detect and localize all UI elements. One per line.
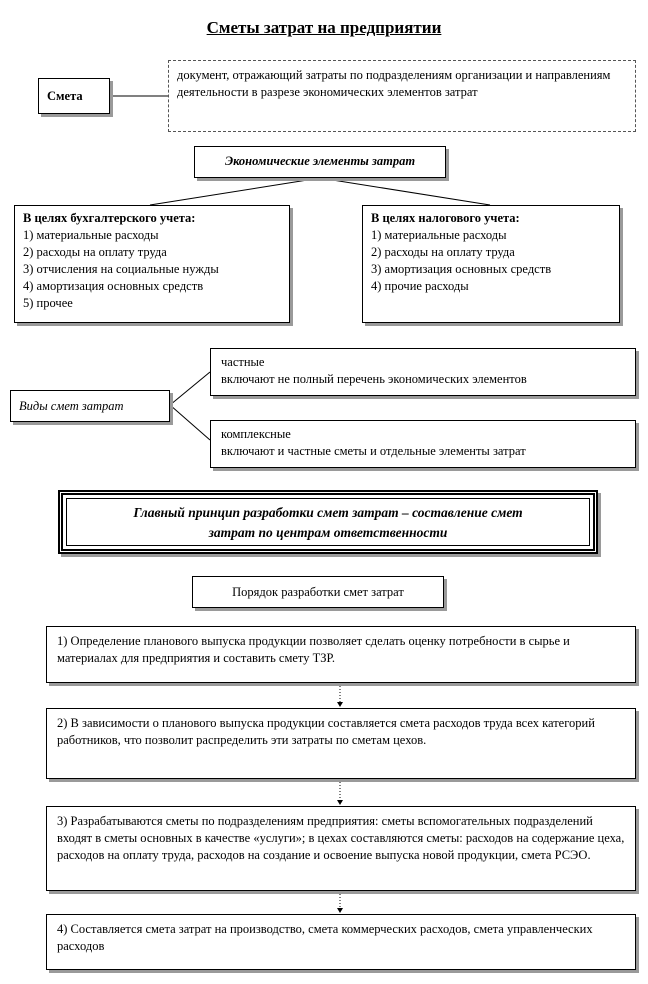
step-text: 1) Определение планового выпуска продукции позволяет сделать оценку потребности в сырье и материалах для предприятия и составить смету ТЗР. <box>57 634 570 665</box>
elements-heading: Экономические элементы затрат <box>224 154 416 168</box>
definition-box <box>168 60 636 132</box>
procedure-heading-box <box>192 576 444 608</box>
procedure-step-3 <box>46 806 636 891</box>
type-complex-name: комплексные <box>221 427 291 441</box>
types-label: Виды смет затрат <box>19 399 124 413</box>
procedure-heading: Порядок разработки смет затрат <box>232 585 404 599</box>
types-label-box <box>10 390 170 422</box>
list-item: 1) материальные расходы <box>23 228 159 242</box>
step-text: 2) В зависимости о планового выпуска продукции составляется смета расходов труда всех категорий работников, что позволит распределить эти затраты по сметам цехов. <box>57 716 595 747</box>
page-title: Сметы затрат на предприятии <box>206 18 442 37</box>
list-item: 2) расходы на оплату труда <box>23 245 167 259</box>
type-partial-box <box>210 348 636 396</box>
list-item: 2) расходы на оплату труда <box>371 245 515 259</box>
type-partial-name: частные <box>221 355 265 369</box>
list-item: 1) материальные расходы <box>371 228 507 242</box>
list-item: 5) прочее <box>23 296 73 310</box>
list-item: 4) амортизация основных средств <box>23 279 204 293</box>
elements-heading-box <box>194 146 446 178</box>
list-item: 4) прочие расходы <box>371 279 469 293</box>
procedure-step-4 <box>46 914 636 970</box>
principle-box <box>58 490 598 554</box>
list-item: 3) отчисления на социальные нужды <box>23 262 219 276</box>
accounting-box <box>14 205 290 323</box>
tax-box <box>362 205 620 323</box>
term-label: Смета <box>47 89 83 103</box>
principle-line-2: затрат по центрам ответственности <box>208 525 448 540</box>
principle-line-1: Главный принцип разработки смет затрат – составление смет <box>133 505 523 520</box>
procedure-step-1 <box>46 626 636 683</box>
procedure-step-2 <box>46 708 636 779</box>
tax-title: В целях налогового учета: <box>371 211 520 225</box>
list-item: 3) амортизация основных средств <box>371 262 552 276</box>
step-text: 3) Разрабатываются сметы по подразделениям предприятия: сметы вспомогательных подразделений входят в сметы основных в качестве «услуги»; в цехах составляются сметы: расходов на содержание цеха, расходов на оплату труда, расходов на создание и освоение выпуска новой продукции, смета РСЭО. <box>57 814 625 862</box>
type-partial-desc: включают не полный перечень экономических элементов <box>221 372 527 386</box>
type-complex-box <box>210 420 636 468</box>
accounting-title: В целях бухгалтерского учета: <box>23 211 196 225</box>
type-complex-desc: включают и частные сметы и отдельные элементы затрат <box>221 444 526 458</box>
definition-text: документ, отражающий затраты по подразделениям организации и направлениям деятельности в разрезе экономических элементов затрат <box>177 68 611 99</box>
term-box <box>38 78 110 114</box>
step-text: 4) Составляется смета затрат на производство, смета коммерческих расходов, смета управленческих расходов <box>57 922 593 953</box>
